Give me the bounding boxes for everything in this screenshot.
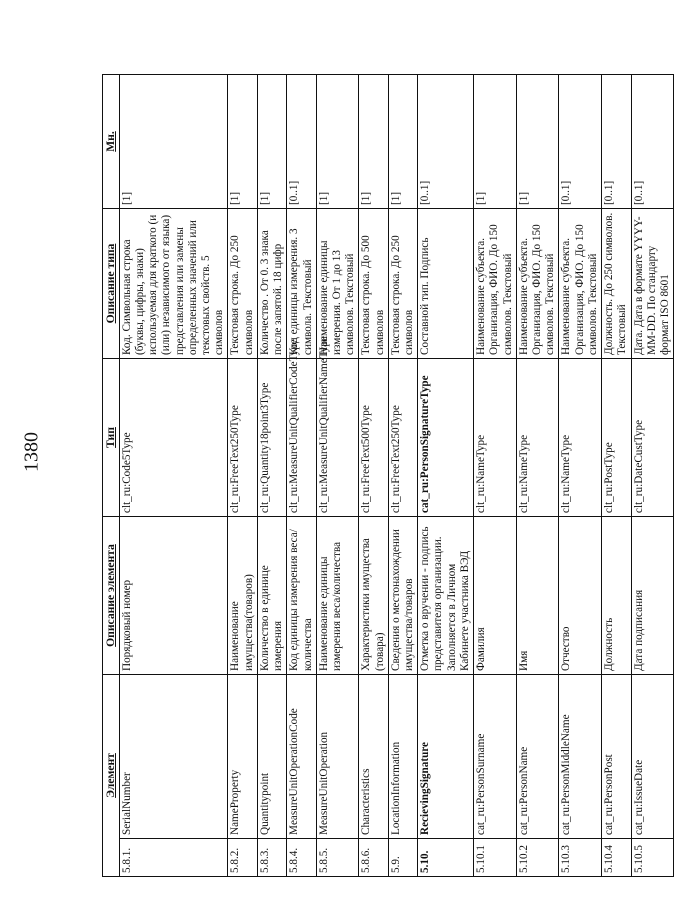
row-multiplicity: [0..1]: [287, 75, 316, 209]
table-row: [602, 75, 631, 877]
row-type: clt_ru:MeasureUnitQualifierCodeType: [287, 359, 316, 517]
row-type-description: Код. Символьная строка (буквы, цифры, знаки) используемая для краткого (и (или) независимого от языка) представления или замены определенных значений или текстовых свойств. 5 символов: [119, 209, 228, 359]
row-element: Characteristics: [359, 675, 388, 839]
row-element: MeasureUnitOperationCode: [287, 675, 316, 839]
table-header-row: [103, 75, 120, 877]
row-type-description: Составной тип. Подпись: [418, 209, 474, 359]
row-description: Отметка о вручении - подпись представителя организации. Заполняется в Личном Кабинете участника ВЭД: [418, 517, 474, 675]
row-type: cat_ru:PersonSignatureType: [418, 359, 474, 517]
row-number: 5.9.: [388, 839, 417, 877]
row-description: Наименование единицы измерения веса/количества: [316, 517, 359, 675]
header-type: Тип: [103, 359, 120, 517]
row-type: clt_ru:Quantity18point3Type: [257, 359, 286, 517]
row-element: cat_ru:PersonName: [516, 675, 559, 839]
row-multiplicity: [1]: [516, 75, 559, 209]
row-type: clt_ru:FreeText250Type: [388, 359, 417, 517]
row-element: cat_ru:PersonSurname: [474, 675, 517, 839]
row-type-description: Количество . От 0. 3 знака после запятой. 18 цифр: [257, 209, 286, 359]
row-number: 5.8.5.: [316, 839, 359, 877]
row-type: clt_ru:MeasureUnitQualifierNameType: [316, 359, 359, 517]
row-number: 5.10.5: [631, 839, 674, 877]
row-element: MeasureUnitOperation: [316, 675, 359, 839]
row-description: Имя: [516, 517, 559, 675]
row-type-description: Должность. До 250 символов. Текстовый: [602, 209, 631, 359]
table-row: [119, 75, 228, 877]
row-element: RecievingSignature: [418, 675, 474, 839]
row-element: LocationInformation: [388, 675, 417, 839]
table-row: [516, 75, 559, 877]
row-element: cat_ru:IssueDate: [631, 675, 674, 839]
row-multiplicity: [1]: [474, 75, 517, 209]
rotated-table-container: [102, 75, 671, 877]
row-type: clt_ru:DateCustType: [631, 359, 674, 517]
table-row: [631, 75, 674, 877]
row-type: clt_ru:FreeText250Type: [228, 359, 257, 517]
table-row: [474, 75, 517, 877]
row-number: 5.10.3: [559, 839, 602, 877]
row-description: Количество в единице измерения: [257, 517, 286, 675]
row-element: Quantitypoint: [257, 675, 286, 839]
row-multiplicity: [0..1]: [559, 75, 602, 209]
row-number: 5.10.: [418, 839, 474, 877]
row-multiplicity: [1]: [388, 75, 417, 209]
row-element: cat_ru:PersonMiddleName: [559, 675, 602, 839]
row-multiplicity: [0..1]: [418, 75, 474, 209]
row-type: clt_ru:NameType: [559, 359, 602, 517]
row-description: Порядковый номер: [119, 517, 228, 675]
row-multiplicity: [0..1]: [631, 75, 674, 209]
row-type-description: Наименование субъекта. Организация, ФИО. До 150 символов. Текстовый: [474, 209, 517, 359]
row-type-description: Наименование субъекта. Организация, ФИО. До 150 символов. Текстовый: [559, 209, 602, 359]
header-type-description: Описание типа: [103, 209, 120, 359]
row-number: 5.8.1.: [119, 839, 228, 877]
row-multiplicity: [1]: [119, 75, 228, 209]
header-element: Элемент: [103, 675, 120, 877]
table-row: [559, 75, 602, 877]
row-description: Должность: [602, 517, 631, 675]
table-row: [359, 75, 388, 877]
header-description: Описание элемента: [103, 517, 120, 675]
table-row: [287, 75, 316, 877]
row-number: 5.8.4.: [287, 839, 316, 877]
row-number: 5.8.3.: [257, 839, 286, 877]
row-element: cat_ru:PersonPost: [602, 675, 631, 839]
row-number: 5.10.2: [516, 839, 559, 877]
row-type: clt_ru:PostType: [602, 359, 631, 517]
row-description: Сведения о местонахождении имущества/товаров: [388, 517, 417, 675]
row-description: Код единицы измерения веса/количества: [287, 517, 316, 675]
row-number: 5.10.1: [474, 839, 517, 877]
row-type-description: Текстовая строка. До 250 символов: [228, 209, 257, 359]
row-description: Наименование имущества(товаров): [228, 517, 257, 675]
row-multiplicity: [1]: [359, 75, 388, 209]
row-multiplicity: [1]: [228, 75, 257, 209]
row-type-description: Текстовая строка. До 250 символов: [388, 209, 417, 359]
row-element: NameProperty: [228, 675, 257, 839]
table-row: [228, 75, 257, 877]
row-description: Отчество: [559, 517, 602, 675]
row-type: clt_ru:FreeText500Type: [359, 359, 388, 517]
row-description: Характеристики имущества (товара): [359, 517, 388, 675]
spec-table: [102, 74, 674, 877]
page-number: 1380: [20, 432, 43, 472]
row-multiplicity: [0..1]: [602, 75, 631, 209]
row-type-description: Код единицы измерения. 3 символа. Текстовый: [287, 209, 316, 359]
row-multiplicity: [1]: [257, 75, 286, 209]
row-element: SerialNumber: [119, 675, 228, 839]
row-number: 5.8.6.: [359, 839, 388, 877]
row-type-description: Наименование единицы измерения. От 1 до 13 символов. Текстовый: [316, 209, 359, 359]
row-description: Дата подписания: [631, 517, 674, 675]
table-row: [418, 75, 474, 877]
row-number: 5.8.2.: [228, 839, 257, 877]
row-type-description: Наименование субъекта. Организация, ФИО. До 150 символов. Текстовый: [516, 209, 559, 359]
row-type: clt_ru:NameType: [516, 359, 559, 517]
row-type-description: Текстовая строка. До 500 символов: [359, 209, 388, 359]
row-type-description: Дата. Дата в формате YYYY-MM-DD. По стандарту формат ISO 8601: [631, 209, 674, 359]
table-row: [316, 75, 359, 877]
row-number: 5.10.4: [602, 839, 631, 877]
header-multiplicity: Мн.: [103, 75, 120, 209]
row-type: clt_ru:Code5Type: [119, 359, 228, 517]
row-multiplicity: [1]: [316, 75, 359, 209]
row-type: clt_ru:NameType: [474, 359, 517, 517]
table-row: [388, 75, 417, 877]
table-row: [257, 75, 286, 877]
row-description: Фамилия: [474, 517, 517, 675]
